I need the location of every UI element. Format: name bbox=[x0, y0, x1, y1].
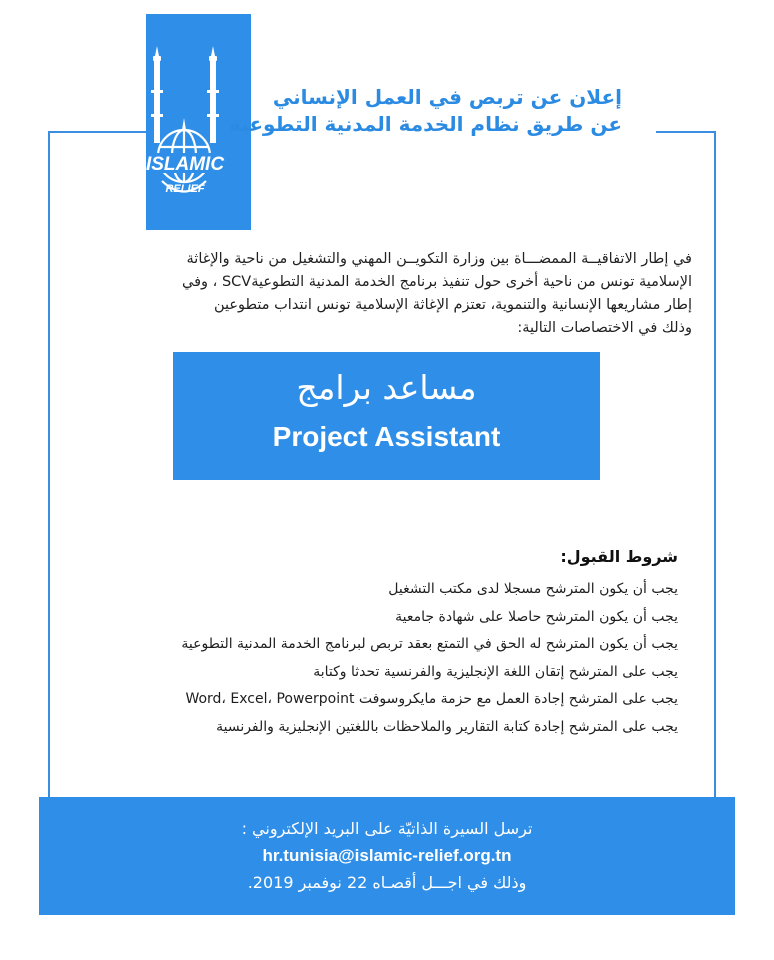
announcement-heading bbox=[229, 84, 622, 138]
position-title-box bbox=[173, 352, 600, 480]
intro-line-3: إطار مشاريعها الإنسانية والتنموية، تعتزم الإغاثة الإسلامية تونس انتداب متطوعين bbox=[213, 297, 692, 313]
heading-line-2: عن طريق نظام الخدمة المدنية التطوعية bbox=[229, 112, 622, 136]
application-footer bbox=[39, 797, 735, 915]
frame-left-line bbox=[48, 131, 50, 797]
heading-line-1: إعلان عن تربص في العمل الإنساني bbox=[272, 85, 622, 109]
position-title-english: Project Assistant bbox=[272, 421, 501, 452]
condition-item: يجب أن يكون المترشح مسجلا لدى مكتب التشغيل bbox=[388, 581, 678, 597]
footer-instruction: ترسل السيرة الذاتيّة على البريد الإلكتروني : bbox=[241, 819, 533, 838]
intro-line-4: وذلك في الاختصاصات التالية: bbox=[517, 320, 692, 336]
conditions-list bbox=[181, 576, 678, 741]
logo-word-bottom: RELIEF bbox=[165, 183, 205, 195]
condition-item: يجب على المترشح إجادة كتابة التقارير والملاحظات باللغتين الإنجليزية والفرنسية bbox=[216, 718, 678, 735]
footer-deadline: وذلك في اجـــل أقصـاه 22 نوفمبر 2019. bbox=[247, 873, 527, 892]
intro-line-2: الإسلامية تونس من ناحية أخرى حول تنفيذ برنامج الخدمة المدنية التطوعيةSCV ، وفي bbox=[182, 274, 692, 290]
intro-line-1: في إطار الاتفاقيــة الممضـــاة بين وزارة التكويــن المهني والتشغيل من ناحية والإغاثة bbox=[186, 251, 692, 267]
condition-item: يجب أن يكون المترشح حاصلا على شهادة جامعية bbox=[395, 608, 678, 625]
frame-right-line bbox=[714, 131, 716, 797]
condition-item: يجب على المترشح إتقان اللغة الإنجليزية والفرنسية تحدثا وكتابة bbox=[313, 663, 678, 680]
condition-item: يجب على المترشح إجادة العمل مع حزمة مايكروسوفت Word، Excel، Powerpoint bbox=[185, 691, 678, 707]
intro-paragraph bbox=[60, 248, 692, 340]
position-title-arabic: مساعد برامج bbox=[296, 368, 477, 407]
acceptance-conditions bbox=[181, 547, 678, 741]
frame-top-left-line bbox=[48, 131, 146, 133]
footer-email: hr.tunisia@islamic-relief.org.tn bbox=[262, 846, 512, 865]
conditions-heading: شروط القبول: bbox=[560, 547, 678, 566]
condition-item: يجب أن يكون المترشح له الحق في التمتع بعقد تربص لبرنامج الخدمة المدنية التطوعية bbox=[181, 636, 678, 652]
frame-top-right-line bbox=[656, 131, 716, 133]
logo-word-top: ISLAMIC bbox=[146, 154, 225, 175]
